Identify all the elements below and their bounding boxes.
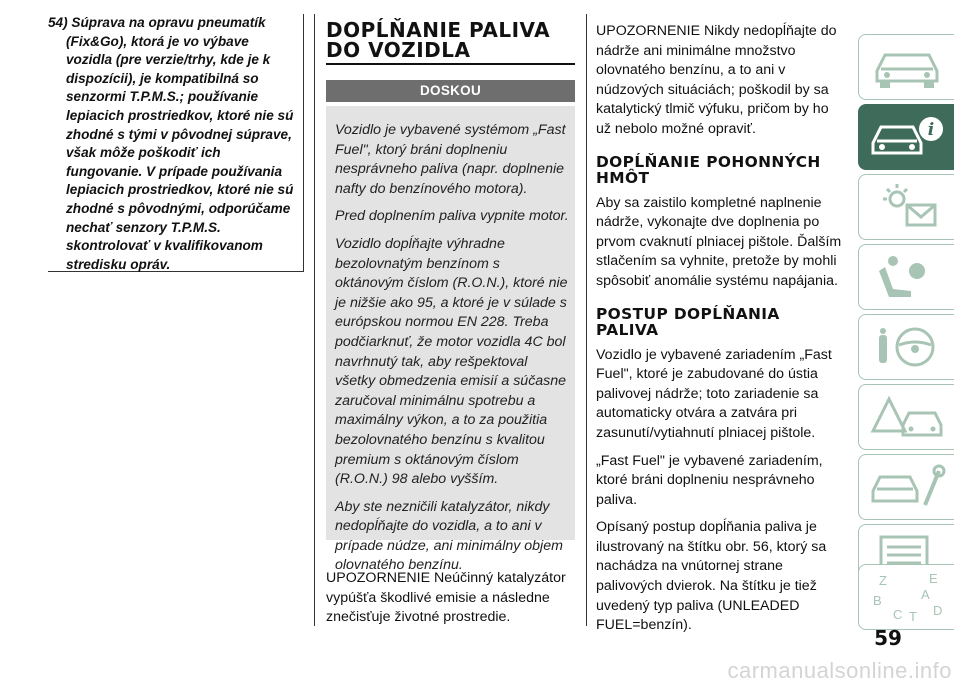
procedure-paragraph: Opísaný postup dopĺňania paliva je ilustrovaný na štítku obr. 56, ktorý sa nachádza na vnútornej strane palivových dvierok. Na štítku je tiež uvedený typ paliva (UNLEADED FUEL=benzín).	[596, 519, 827, 634]
tab-dashboard-lights[interactable]	[858, 174, 954, 240]
dashboard-lights-icon	[867, 181, 947, 235]
index-letter: B	[873, 593, 882, 608]
catalyst-warning-note: UPOZORNENIE Neúčinný katalyzátor vypúšťa škodlivé emisie a následne znečisťuje životné prostredie.	[326, 570, 566, 626]
right-text-column	[596, 22, 842, 644]
warning-box-header: DOSKOU	[326, 80, 575, 102]
index-letter: A	[921, 587, 930, 602]
column-divider	[314, 14, 315, 626]
refuelling-paragraph: Aby sa zaistilo kompletné naplnenie nádrže, vykonajte dve doplnenia po prvom cvaknutí plniacej pištole. Ďalším stlačením sa vyhnite, pretože by mohli spôsobiť anomálie systému napájania.	[596, 194, 842, 289]
car-info-icon	[867, 111, 947, 165]
tab-warning-car[interactable]	[858, 384, 954, 450]
index-letter: E	[929, 571, 938, 586]
tab-car-info[interactable]	[858, 104, 954, 170]
footnote-54: 54) Súprava na opravu pneumatík (Fix&Go), ktorá je vo výbave vozidla (pre verzie/trhy, kde je k dispozícii), je kompatibilná so senzormi T.P.M.S.; používanie lepiacich prostriedkov, ktoré nie sú zhodné s tými v pôvodnej súprave, však môže poškodiť ich fungovanie. V prípade používania lepiacich prostriedkov, ktoré nie sú zhodné s pôvodnými, odporúčame nechať senzory T.P.M.S. skontrolovať v kvalifikovanom stredisku opráv.	[48, 15, 294, 272]
procedure-paragraph: „Fast Fuel" je vybavené zariadením, ktoré bráni doplneniu nesprávneho paliva.	[596, 452, 823, 508]
warning-paragraph: Vozidlo dopĺňajte výhradne bezolovnatým benzínom s oktánovým číslom (R.O.N.), ktoré nie je nižšie ako 95, a ktoré je v súlade s európskou normou EN 228. Treba podčiarknuť, že motor vozidla 4C bol navrhnutý tak, aby rešpektoval všetky obmedzenia emisií a súčasne zaručoval minimálnu spotrebu a maximálny výkon, a to za použitia bezolovnatého benzínu s kvalitou premium s oktánovým číslom (R.O.N.) 98 alebo vyšším.	[335, 235, 568, 488]
warning-paragraph: Aby ste nezničili katalyzátor, nikdy nedopĺňajte do vozidla, a to ani v prípade núdze, ani minimálny objem olovnatého benzínu.	[335, 498, 563, 574]
alphabetical-index-icon	[867, 571, 947, 625]
car-wrench-icon	[867, 461, 947, 515]
svg-text:i: i	[927, 120, 935, 140]
title-underline	[326, 63, 575, 65]
steering-wheel-icon	[867, 321, 947, 375]
index-letter: Z	[879, 573, 887, 588]
warning-paragraph: Pred doplnením paliva vypnite motor.	[335, 208, 569, 225]
watermark: carmanualsonline.info	[727, 658, 952, 683]
leaded-fuel-warning: UPOZORNENIE Nikdy nedopĺňajte do nádrže ani minimálne množstvo olovnatého benzínu, a to ani v núdzových situáciách; poškodil by sa katalytický tlmič výfuku, pričom by ho už nebolo možné opraviť.	[596, 23, 837, 137]
warning-triangle-car-icon	[867, 391, 947, 445]
index-letter: D	[933, 603, 943, 618]
tab-steering-wheel[interactable]	[858, 314, 954, 380]
airbag-seat-icon	[867, 251, 947, 305]
tab-maintenance[interactable]	[858, 454, 954, 520]
tab-car-front[interactable]	[858, 34, 954, 100]
tab-alphabetical-index[interactable]	[858, 564, 954, 630]
footnote-box	[48, 14, 304, 272]
section-title: DOPĹŇANIE PALIVA DO VOZIDLA	[326, 18, 551, 62]
page-number: 59	[874, 626, 902, 650]
tab-airbag-seat[interactable]	[858, 244, 954, 310]
warning-paragraph: Vozidlo je vybavené systémom „Fast Fuel", ktorý bráni doplneniu nesprávneho paliva (napr. doplnenie nafty do benzínového motora).	[335, 122, 566, 197]
column-divider	[586, 14, 587, 626]
index-letter: T	[909, 609, 917, 624]
index-letter: C	[893, 607, 903, 622]
heading-refuelling: DOPĹŇANIE POHONNÝCH HMÔT	[596, 152, 821, 187]
procedure-paragraph: Vozidlo je vybavené zariadením „Fast Fuel", ktoré je zabudované do ústia palivovej nádrže; toto zariadenie sa automaticky otvára a zatvára pri zasunutí/vytiahnutí plniacej pištole.	[596, 346, 832, 441]
car-front-icon	[867, 41, 947, 95]
warning-box	[326, 106, 575, 574]
heading-refuelling-procedure: POSTUP DOPĹŇANIA PALIVA	[596, 304, 780, 339]
